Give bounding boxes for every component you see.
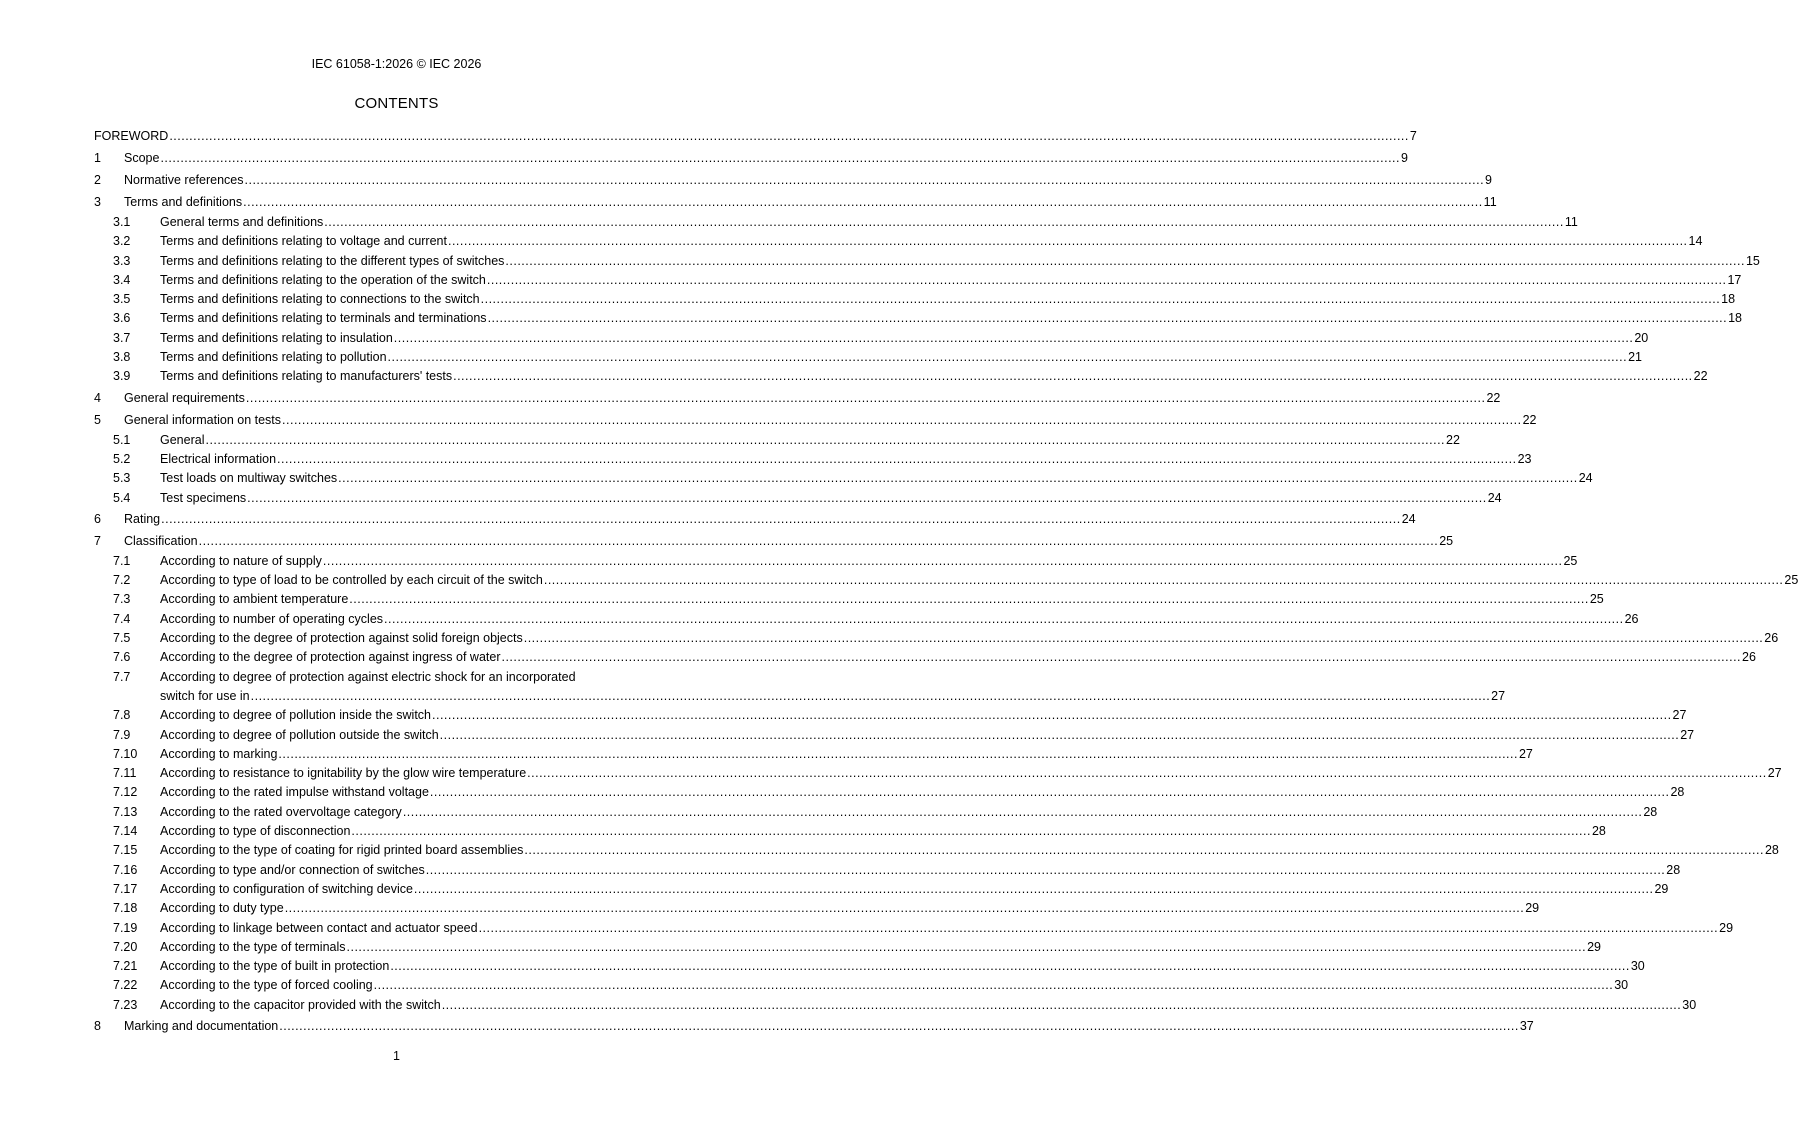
toc-entry-page: 27 bbox=[1680, 727, 1695, 742]
dot-leader bbox=[374, 976, 1614, 995]
toc-entry[interactable] bbox=[94, 610, 1639, 629]
toc-entry[interactable] bbox=[94, 629, 1779, 648]
dot-leader bbox=[501, 648, 1741, 667]
toc-entry-page: 21 bbox=[1628, 350, 1642, 365]
toc-entry-number: 7.15 bbox=[113, 843, 138, 858]
toc-entry-page: 25 bbox=[1589, 592, 1604, 607]
toc-entry-number: 7.19 bbox=[113, 920, 138, 935]
toc-entry-number: 7.11 bbox=[113, 766, 137, 781]
toc-entry[interactable] bbox=[94, 169, 1492, 191]
toc-entry-number: 7.1 bbox=[113, 553, 131, 568]
toc-entry-number: 3.1 bbox=[113, 215, 131, 229]
toc-entry[interactable] bbox=[94, 668, 1506, 707]
toc-entry-page: 7 bbox=[1409, 129, 1417, 143]
dot-leader bbox=[285, 899, 1525, 918]
toc-entry-page: 26 bbox=[1764, 631, 1779, 646]
toc-entry-page: 30 bbox=[1614, 978, 1629, 993]
toc-entry-number: 7.14 bbox=[113, 824, 138, 839]
toc-entry-title: According to duty type bbox=[160, 901, 284, 916]
toc-entry-page: 9 bbox=[1485, 173, 1492, 187]
toc-entry-page: 18 bbox=[1728, 311, 1743, 326]
toc-entry-page: 28 bbox=[1591, 824, 1606, 839]
dot-leader bbox=[169, 125, 1409, 147]
toc-entry-page: 22 bbox=[1486, 390, 1501, 405]
toc-entry-page: 37 bbox=[1519, 1018, 1534, 1033]
dot-leader bbox=[277, 450, 1517, 469]
dot-leader bbox=[527, 764, 1767, 783]
toc-entry[interactable] bbox=[94, 125, 1417, 147]
toc-entry-page: 30 bbox=[1682, 997, 1697, 1012]
toc-entry-number: 7.7 bbox=[113, 669, 131, 684]
toc-entry-page: 17 bbox=[1727, 272, 1742, 287]
toc-entry-title: General bbox=[160, 432, 205, 447]
toc-entry-title: According to the type of forced cooling bbox=[160, 978, 373, 993]
toc-entry-number: 7.8 bbox=[113, 708, 131, 723]
dot-leader bbox=[544, 571, 1784, 590]
toc-entry[interactable] bbox=[94, 861, 1681, 880]
toc-entry-page: 26 bbox=[1742, 650, 1756, 665]
dot-leader bbox=[453, 367, 1693, 386]
dot-leader bbox=[487, 271, 1727, 290]
toc-entry[interactable] bbox=[94, 803, 1658, 822]
toc-entry-page: 22 bbox=[1522, 412, 1537, 427]
toc-entry-title: Terms and definitions relating to voltage and current bbox=[160, 234, 447, 249]
toc-entry-page: 28 bbox=[1764, 843, 1779, 858]
toc-entry[interactable] bbox=[94, 706, 1687, 725]
toc-entry[interactable] bbox=[94, 919, 1734, 938]
toc-entry-number: 1 bbox=[94, 151, 101, 165]
toc-entry-title: Terms and definitions bbox=[124, 195, 243, 209]
toc-entry-page: 29 bbox=[1525, 901, 1540, 916]
toc-entry-title: According to type and/or connection of switches bbox=[160, 862, 425, 877]
toc-entry-page: 26 bbox=[1624, 611, 1639, 626]
page-number: 1 bbox=[393, 1049, 400, 1063]
dot-leader bbox=[351, 822, 1591, 841]
toc-entry[interactable] bbox=[94, 648, 1756, 667]
toc-entry[interactable] bbox=[94, 147, 1408, 169]
toc-entry-title: Scope bbox=[124, 151, 160, 165]
toc-entry-number: 7.22 bbox=[113, 978, 138, 993]
toc-entry[interactable] bbox=[94, 996, 1697, 1015]
toc-entry-title: According to nature of supply bbox=[160, 553, 322, 568]
toc-entry-number: 7.16 bbox=[113, 862, 138, 877]
toc-entry-number: 3.8 bbox=[113, 350, 131, 365]
toc-entry-page: 20 bbox=[1634, 330, 1649, 345]
toc-entry[interactable] bbox=[94, 431, 1460, 450]
toc-entry-title: FOREWORD bbox=[94, 129, 169, 143]
toc-entry[interactable] bbox=[94, 1015, 1534, 1037]
toc-entry-page: 27 bbox=[1672, 708, 1687, 723]
toc-entry[interactable] bbox=[94, 329, 1649, 348]
toc-entry-page: 27 bbox=[1491, 688, 1506, 703]
toc-entry-page: 27 bbox=[1518, 746, 1533, 761]
toc-entry-title: Classification bbox=[124, 533, 198, 548]
toc-entry-title: According to degree of pollution inside the switch bbox=[160, 708, 431, 723]
toc-entry-title: According to linkage between contact and actuator speed bbox=[160, 920, 478, 935]
toc-entry-number: 7.18 bbox=[113, 901, 138, 916]
dot-leader bbox=[199, 530, 1439, 552]
toc-entry-page: 11 bbox=[1564, 215, 1578, 229]
toc-entry-title: According to degree of pollution outside the switch bbox=[160, 727, 439, 742]
toc-entry-page: 11 bbox=[1483, 195, 1497, 209]
toc-entry[interactable] bbox=[94, 822, 1606, 841]
toc-entry[interactable] bbox=[94, 745, 1533, 764]
toc-entry-title-continued: switch for use in bbox=[160, 688, 250, 703]
toc-entry[interactable] bbox=[94, 880, 1669, 899]
toc-entry-number: 7.6 bbox=[113, 650, 131, 665]
toc-entry-title: General information on tests bbox=[124, 412, 282, 427]
toc-entry[interactable] bbox=[94, 232, 1703, 251]
toc-entry[interactable] bbox=[94, 508, 1416, 530]
toc-entry-page: 15 bbox=[1745, 253, 1760, 268]
table-of-contents bbox=[94, 125, 1798, 1037]
toc-entry[interactable] bbox=[94, 938, 1601, 957]
toc-entry[interactable] bbox=[94, 409, 1537, 431]
dot-leader bbox=[243, 191, 1483, 213]
toc-entry-page: 29 bbox=[1587, 939, 1601, 954]
toc-entry-title: According to the degree of protection against ingress of water bbox=[160, 650, 501, 665]
toc-entry-number: 7.20 bbox=[113, 939, 138, 954]
dot-leader bbox=[161, 508, 1401, 530]
toc-entry-title: Terms and definitions relating to the different types of switches bbox=[160, 253, 505, 268]
toc-entry[interactable] bbox=[94, 469, 1593, 488]
toc-entry-number: 3.5 bbox=[113, 292, 131, 307]
toc-entry-title: According to type of load to be controlled by each circuit of the switch bbox=[160, 573, 543, 588]
toc-entry-number: 7.3 bbox=[113, 592, 131, 607]
toc-entry-page: 25 bbox=[1784, 573, 1798, 588]
toc-entry-number: 3 bbox=[94, 195, 101, 209]
toc-entry-number: 8 bbox=[94, 1018, 101, 1033]
toc-entry-page: 25 bbox=[1439, 533, 1454, 548]
toc-entry-title: According to resistance to ignitability by the glow wire temperature bbox=[160, 766, 527, 781]
toc-entry[interactable] bbox=[94, 387, 1501, 409]
dot-leader bbox=[279, 1015, 1519, 1037]
toc-entry[interactable] bbox=[94, 271, 1742, 290]
dot-leader bbox=[440, 726, 1680, 745]
toc-entry-page: 24 bbox=[1401, 511, 1416, 526]
toc-entry-page: 22 bbox=[1446, 432, 1460, 447]
dot-leader bbox=[414, 880, 1654, 899]
toc-entry[interactable] bbox=[94, 309, 1743, 328]
toc-entry-number: 7 bbox=[94, 533, 101, 548]
toc-entry-number: 7.4 bbox=[113, 611, 131, 626]
dot-leader bbox=[323, 552, 1563, 571]
toc-entry[interactable] bbox=[94, 191, 1497, 213]
toc-entry-title: Test loads on multiway switches bbox=[160, 471, 338, 486]
toc-entry[interactable] bbox=[94, 571, 1798, 590]
toc-entry-title: General requirements bbox=[124, 390, 245, 405]
toc-entry-page: 29 bbox=[1654, 881, 1669, 896]
toc-entry[interactable] bbox=[94, 213, 1578, 232]
toc-entry-number: 4 bbox=[94, 390, 101, 405]
toc-entry-page: 23 bbox=[1517, 451, 1532, 466]
toc-entry-number: 7.2 bbox=[113, 573, 131, 588]
toc-entry[interactable] bbox=[94, 783, 1685, 802]
toc-entry[interactable] bbox=[94, 841, 1779, 860]
toc-entry-title: According to number of operating cycles bbox=[160, 611, 384, 626]
toc-entry-title: According to degree of protection against electric shock for an incorporated bbox=[160, 669, 576, 684]
toc-entry-title: Rating bbox=[124, 511, 161, 526]
toc-entry-number: 5.3 bbox=[113, 471, 131, 486]
toc-entry[interactable] bbox=[94, 899, 1540, 918]
toc-entry-number: 5 bbox=[94, 412, 101, 427]
dot-leader bbox=[205, 431, 1445, 450]
toc-entry-page: 30 bbox=[1630, 959, 1645, 974]
dot-leader bbox=[247, 489, 1487, 508]
toc-entry-number: 7.13 bbox=[113, 804, 138, 819]
toc-entry-page: 28 bbox=[1643, 804, 1658, 819]
toc-entry-title: Test specimens bbox=[160, 490, 247, 505]
toc-entry-number: 3.3 bbox=[113, 253, 131, 268]
toc-entry-page: 9 bbox=[1401, 151, 1408, 165]
toc-entry-number: 5.2 bbox=[113, 451, 131, 466]
toc-entry-page: 18 bbox=[1721, 292, 1736, 307]
toc-entry-page: 29 bbox=[1719, 920, 1734, 935]
toc-entry-title: Terms and definitions relating to terminals and terminations bbox=[160, 311, 487, 326]
dot-leader bbox=[524, 841, 1764, 860]
dot-leader bbox=[349, 590, 1589, 609]
toc-entry-title: According to the degree of protection against solid foreign objects bbox=[160, 631, 523, 646]
dot-leader bbox=[338, 469, 1578, 488]
toc-entry-number: 3.9 bbox=[113, 369, 131, 384]
toc-entry[interactable] bbox=[94, 976, 1629, 995]
toc-entry-number: 3.4 bbox=[113, 272, 131, 287]
toc-entry-title: According to configuration of switching device bbox=[160, 881, 413, 896]
toc-entry[interactable] bbox=[94, 726, 1695, 745]
dot-leader bbox=[481, 290, 1721, 309]
toc-entry-title: Terms and definitions relating to manufacturers' tests bbox=[160, 369, 453, 384]
toc-entry-title: According to marking bbox=[160, 746, 278, 761]
dot-leader bbox=[246, 387, 1486, 409]
toc-entry[interactable] bbox=[94, 252, 1760, 271]
dot-leader bbox=[390, 957, 1630, 976]
toc-entry-number: 7.12 bbox=[113, 785, 138, 800]
dot-leader bbox=[251, 687, 1491, 706]
toc-entry-number: 3.7 bbox=[113, 330, 131, 345]
toc-entry-title: Electrical information bbox=[160, 451, 277, 466]
dot-leader bbox=[488, 309, 1728, 328]
toc-entry-number: 5.4 bbox=[113, 490, 131, 505]
dot-leader bbox=[394, 329, 1634, 348]
toc-entry[interactable] bbox=[94, 957, 1645, 976]
toc-entry-number: 7.21 bbox=[113, 959, 138, 974]
toc-entry-title: According to the type of built in protection bbox=[160, 959, 390, 974]
toc-entry-page: 22 bbox=[1693, 369, 1708, 384]
toc-entry-title: According to the rated overvoltage category bbox=[160, 804, 402, 819]
toc-entry-number: 5.1 bbox=[113, 432, 131, 447]
toc-entry-number: 3.2 bbox=[113, 234, 131, 249]
toc-entry-title: According to the capacitor provided with the switch bbox=[160, 997, 441, 1012]
toc-entry[interactable] bbox=[94, 348, 1642, 367]
toc-entry[interactable] bbox=[94, 764, 1782, 783]
toc-entry-page: 14 bbox=[1688, 234, 1703, 249]
toc-entry-page: 25 bbox=[1563, 553, 1578, 568]
dot-leader bbox=[432, 706, 1672, 725]
toc-entry-title: According to the type of terminals bbox=[160, 939, 346, 954]
toc-entry[interactable] bbox=[94, 530, 1454, 552]
toc-entry-page: 24 bbox=[1578, 471, 1593, 486]
toc-entry-number: 2 bbox=[94, 173, 101, 187]
toc-entry-title: According to type of disconnection bbox=[160, 824, 351, 839]
toc-entry-title: According to the rated impulse withstand voltage bbox=[160, 785, 429, 800]
dot-leader bbox=[388, 348, 1628, 367]
toc-entry-title: Terms and definitions relating to the operation of the switch bbox=[160, 272, 486, 287]
dot-leader bbox=[403, 803, 1643, 822]
toc-entry-number: 7.5 bbox=[113, 631, 131, 646]
toc-entry-title: Terms and definitions relating to pollution bbox=[160, 350, 387, 365]
dot-leader bbox=[282, 409, 1522, 431]
dot-leader bbox=[347, 938, 1587, 957]
dot-leader bbox=[442, 996, 1682, 1015]
page-title: CONTENTS bbox=[354, 95, 439, 112]
dot-leader bbox=[505, 252, 1745, 271]
dot-leader bbox=[245, 169, 1485, 191]
toc-entry-number: 3.6 bbox=[113, 311, 131, 326]
toc-entry[interactable] bbox=[94, 367, 1708, 386]
dot-leader bbox=[479, 919, 1719, 938]
toc-entry-title: Terms and definitions relating to connections to the switch bbox=[160, 292, 480, 307]
dot-leader bbox=[160, 147, 1400, 169]
toc-entry-title: Normative references bbox=[124, 173, 244, 187]
toc-entry-title: According to ambient temperature bbox=[160, 592, 349, 607]
toc-entry-title: General terms and definitions bbox=[160, 215, 324, 229]
toc-entry[interactable] bbox=[94, 290, 1736, 309]
toc-entry-title: Terms and definitions relating to insulation bbox=[160, 330, 393, 345]
toc-entry[interactable] bbox=[94, 489, 1502, 508]
page-header: IEC 61058-1:2026 © IEC 2026 bbox=[311, 57, 482, 71]
dot-leader bbox=[278, 745, 1518, 764]
toc-entry-title: Marking and documentation bbox=[124, 1018, 279, 1033]
toc-entry-page: 24 bbox=[1487, 490, 1502, 505]
toc-entry-number: 7.9 bbox=[113, 727, 131, 742]
toc-entry-number: 7.17 bbox=[113, 881, 138, 896]
dot-leader bbox=[324, 213, 1564, 232]
toc-entry-number: 6 bbox=[94, 511, 101, 526]
dot-leader bbox=[448, 232, 1688, 251]
toc-entry[interactable] bbox=[94, 450, 1532, 469]
dot-leader bbox=[426, 861, 1666, 880]
dot-leader bbox=[524, 629, 1764, 648]
toc-entry-number: 7.10 bbox=[113, 746, 138, 761]
toc-entry-page: 28 bbox=[1670, 785, 1685, 800]
toc-entry[interactable] bbox=[94, 590, 1604, 609]
dot-leader bbox=[384, 610, 1624, 629]
toc-entry[interactable] bbox=[94, 552, 1578, 571]
dot-leader bbox=[430, 783, 1670, 802]
toc-entry-number: 7.23 bbox=[113, 997, 138, 1012]
toc-entry-title: According to the type of coating for rigid printed board assemblies bbox=[160, 843, 524, 858]
toc-entry-page: 28 bbox=[1666, 862, 1681, 877]
toc-entry-page: 27 bbox=[1767, 766, 1782, 781]
